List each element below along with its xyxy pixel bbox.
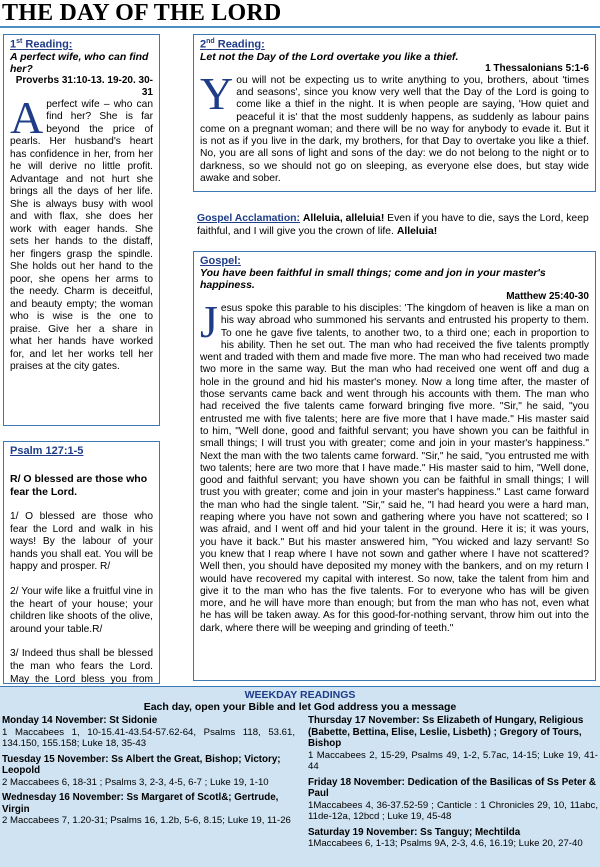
day-heading: Wednesday 16 November: Ss Margaret of Scotl&; Gertrude, Virgin [2, 792, 279, 815]
second-reading-reference: 1 Thessalonians 5:1-6 [485, 62, 589, 74]
day-readings: 1Maccabees 4, 36-37.52-59 ; Canticle : 1 Chronicles 29, 10, 11abc, 11de-12a, 12bcd ; Luke 19, 45-48 [308, 799, 598, 822]
drop-cap: Y [200, 67, 234, 119]
day-entry [2, 754, 295, 789]
gospel-reference: Matthew 25:40-30 [506, 291, 589, 302]
day-heading: Tuesday 15 November: Ss Albert the Great, Bishop; Victory; Leopold [2, 753, 281, 776]
gospel-heading: Gospel: [200, 255, 241, 267]
weekday-readings [0, 686, 600, 867]
weekday-subtitle: Each day, open your Bible and let God address you a message [143, 701, 457, 713]
gospel-box [193, 251, 596, 681]
day-heading: Monday 14 November: St Sidonie [2, 715, 158, 726]
gospel-acclamation [197, 213, 596, 238]
psalm-verse: 3/ Indeed thus shall be blessed the man who fears the Lord. May the Lord bless you from [10, 648, 153, 685]
psalm-verse: 1/ O blessed are those who fear the Lord and walk in his ways! By the labour of your hands you shall eat. You will be happy and prosper. R/ [10, 511, 153, 573]
drop-cap: A [10, 91, 44, 143]
psalm-box [3, 441, 160, 684]
weekday-title: WEEKDAY READINGS [244, 689, 356, 701]
gospel-acclamation-heading: Gospel Acclamation: [197, 213, 300, 224]
day-readings: 1 Maccabees 2, 15-29, Psalms 49, 1-2, 5.7ac, 14-15; Luke 19, 41-44 [308, 749, 598, 772]
gospel-text: Jesus spoke this parable to his disciples: 'The kingdom of heaven is like a man on his way abroad who summoned his servants and entrusted his property to them. To one he gave five talents, to another two, to a third one; each in proportion to his ability. Then he set out. The man who had received the five talents promptly went and traded with them and made five more. The man who had received two made two more in the same way. But the man who had received one went off and dug a hole in the ground and hid his master's money. Now a long time after, the master of those servants came back and went through his accounts with them. The man who had received the five talents came forward bringing five more. "Sir," he said, "you entrusted me with five talents; here are five more that I have made." His master said to him, "Well done, good and faithful servant; you have shown you can be faithful in small things; I will trust you with greater; come and join in your master's happiness." Next the man with the two talents came forward. "Sir," he said, "you entrusted me with two talents; here are two more that I have made." His master said to him, "Well done, good and faithful servant; you have shown you can be faithful in small things; I will trust you with greater; come and join in your master's happiness." Last came forward the man who had the single talent. "Sir," said he, "I had heard you were a hard man, reaping where you have not sown and gathering where you have not scattered; so I was afraid, and I went off and hid your talent in the ground. Here it is; it was yours, you have it back." But his master answered him, "You wicked and lazy servant! So you knew that I reap where I have not sown and gather where I have not scattered? Well then, you should have deposited my money with the bankers, and on my return I would have recovered my capital with interest. So now, take the talent from him and give it to the man who has the five talents. For to everyone who has will be given more, and he will have more than enough; but from the man who has not, even what he has will be taken away. As for this good-for-nothing servant, throw him out into the dark, where there will be weeping and grinding of teeth." [200, 296, 589, 634]
first-reading-box [3, 34, 160, 426]
drop-cap: J [200, 296, 218, 347]
weekday-left-column [2, 715, 295, 831]
gospel-subtitle: You have been faithful in small things; come and jon in your master's happiness. [200, 267, 546, 291]
page-title: THE DAY OF THE LORD [2, 0, 282, 26]
alleluia-open: Alleluia, alleluia! [302, 213, 385, 224]
day-heading: Thursday 17 November: Ss Elizabeth of Hungary, Religious (Babette, Bettina, Elise, Leslie, Lisbeth) ; Gregory of Tours, Bishop [308, 715, 584, 749]
day-entry [2, 792, 295, 827]
alleluia-close: Alleluia! [396, 225, 438, 237]
day-readings: 2 Maccabees 7, 1.20-31; Psalms 16, 1.2b, 5-6, 8.15; Luke 19, 11-26 [2, 815, 291, 826]
day-readings: 1Maccabees 6, 1-13; Psalms 9A, 2-3, 4.6, 16.19; Luke 20, 27-40 [308, 838, 583, 849]
second-reading-box [193, 34, 596, 192]
second-reading-heading: 2nd Reading: [200, 38, 265, 51]
psalm-verse: 2/ Your wife like a fruitful vine in the heart of your house; your children like shoots of the olive, around your table.R/ [10, 585, 153, 635]
first-reading-subtitle: A perfect wife, who can find her? [10, 50, 149, 75]
first-reading-text: Aperfect wife – who can find her? She is far beyond the price of pearls. Her husband's heart has confidence in her, from her he will derive no little profit. Advantage and not hurt she brings all the days of her life. She is always busy with wool and with flax, she does her work with eager hands. She sets her hands to the distaff, her fingers grasp the spindle. She holds out her hand to the poor, she opens her arms to the needy. Charm is deceitful, and beauty empty; the woman who is wise is the one to praise. Give her a share in what her hands have worked for, and let her works tell her praises at the city gates. [10, 91, 153, 373]
weekday-right-column [308, 715, 598, 854]
day-entry [308, 827, 598, 850]
day-entry [308, 777, 598, 823]
first-reading-reference: Proverbs 31:10-13. 19-20. 30-31 [15, 74, 153, 98]
psalm-heading: Psalm 127:1-5 [10, 445, 84, 457]
day-entry [2, 715, 295, 750]
day-heading: Friday 18 November: Dedication of the Basilicas of Ss Peter & Paul [308, 776, 597, 799]
second-reading-text: You will not be expecting us to write anything to you, brothers, about 'times and seasons', since you know very well that the Day of the Lord is going to come like a thief in the night. It is when people are saying, 'How quiet and peaceful it is' that the most suddenly happens, as suddenly as labour pains come on a pregnant woman; and there will be no way for anybody to evade it. But it is not as if you live in the dark, my brothers, for that Day to overtake you like a thief. No, you are all sons of light and sons of the day: we do not belong to the night or to darkness, so we should not go on sleeping, as everyone else does, but stay wide awake and sober. [200, 67, 589, 185]
first-reading-heading: 1st Reading: [10, 38, 73, 51]
title-divider [0, 26, 600, 28]
psalm-response: R/ O blessed are those who fear the Lord. [10, 473, 148, 498]
day-entry [308, 715, 598, 773]
day-readings: 1 Maccabees 1, 10-15.41-43.54-57.62-64, Psalms 118, 53.61, 134.150, 155.158; Luke 18, 35-43 [2, 726, 295, 749]
day-readings: 2 Maccabees 6, 18-31 ; Psalms 3, 2-3, 4-5, 6-7 ; Luke 19, 1-10 [2, 776, 269, 788]
gospel-acclamation-text: Even if you have to die, says the Lord, keep faithful, and I will give you the crown of life. [197, 213, 589, 237]
second-reading-subtitle: Let not the Day of the Lord overtake you like a thief. [200, 50, 459, 63]
day-heading: Saturday 19 November: Ss Tanguy; Mechtilda [308, 826, 521, 838]
